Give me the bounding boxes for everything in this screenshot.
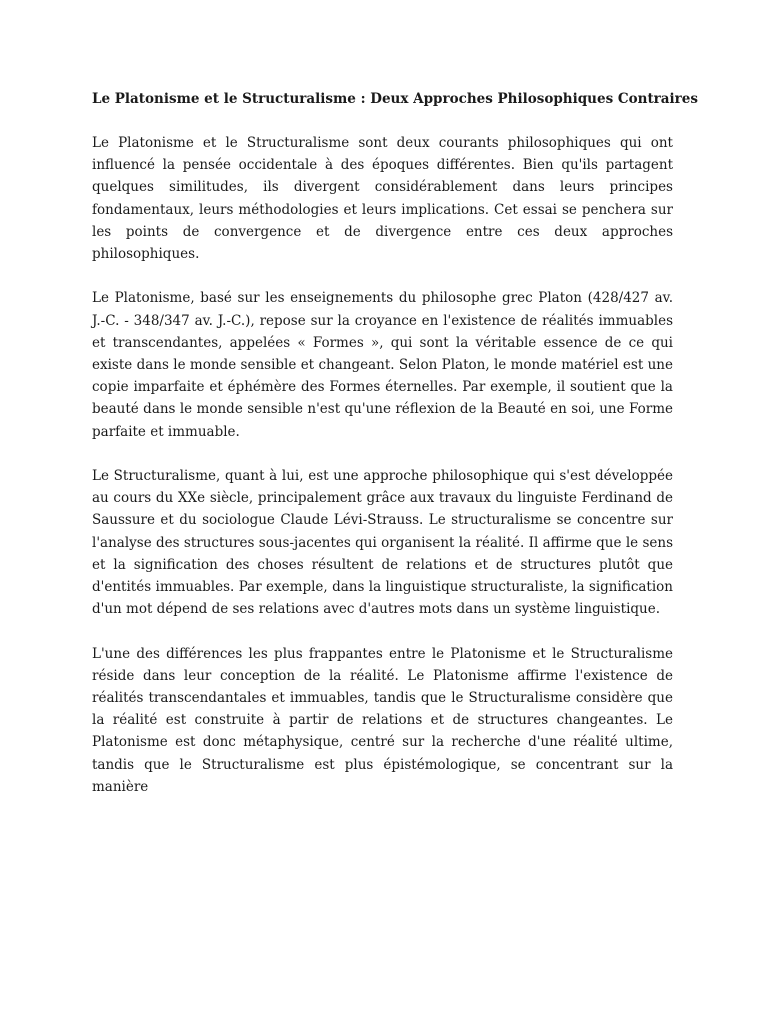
- paragraph-introduction: Le Platonisme et le Structuralisme sont deux courants philosophiques qui ont influencé la pensée occidentale à des époques différentes. Bien qu'ils partagent quelques similitudes, ils divergent considérablement dans leurs principes fondamentaux, leurs méthodologies et leurs implications. Cet essai se penchera sur les points de convergence et de divergence entre ces deux approches philosophiques.: [92, 135, 673, 263]
- document-page: [92, 88, 698, 820]
- paragraph-differences: L'une des différences les plus frappantes entre le Platonisme et le Structuralisme réside dans leur conception de la réalité. Le Platonisme affirme l'existence de réalités transcendantales et immuables, tandis que le Structuralisme considère que la réalité est construite à partir de relations et de structures changeantes. Le Platonisme est donc métaphysique, centré sur la recherche d'une réalité ultime, tandis que le Structuralisme est plus épistémologique, se concentrant sur la manière: [92, 645, 673, 795]
- document-title: Le Platonisme et le Structuralisme : Deux Approches Philosophiques Contraires: [92, 91, 698, 107]
- paragraph-structuralism: Le Structuralisme, quant à lui, est une approche philosophique qui s'est développée au cours du XXe siècle, principalement grâce aux travaux du linguiste Ferdinand de Saussure et du sociologue Claude Lévi-Strauss. Le structuralisme se concentre sur l'analyse des structures sous-jacentes qui organisent la réalité. Il affirme que le sens et la signification des choses résultent de relations et de structures plutôt que d'entités immuables. Par exemple, dans la linguistique structuraliste, la signification d'un mot dépend de ses relations avec d'autres mots dans un système linguistique.: [92, 468, 673, 618]
- paragraph-platonism: Le Platonisme, basé sur les enseignements du philosophe grec Platon (428/427 av. J.-C. - 348/347 av. J.-C.), repose sur la croyance en l'existence de réalités immuables et transcendantes, appelées « Formes », qui sont la véritable essence de ce qui existe dans le monde sensible et changeant. Selon Platon, le monde matériel est une copie imparfaite et éphémère des Formes éternelles. Par exemple, il soutient que la beauté dans le monde sensible n'est qu'une réflexion de la Beauté en soi, une Forme parfaite et immuable.: [92, 290, 673, 440]
